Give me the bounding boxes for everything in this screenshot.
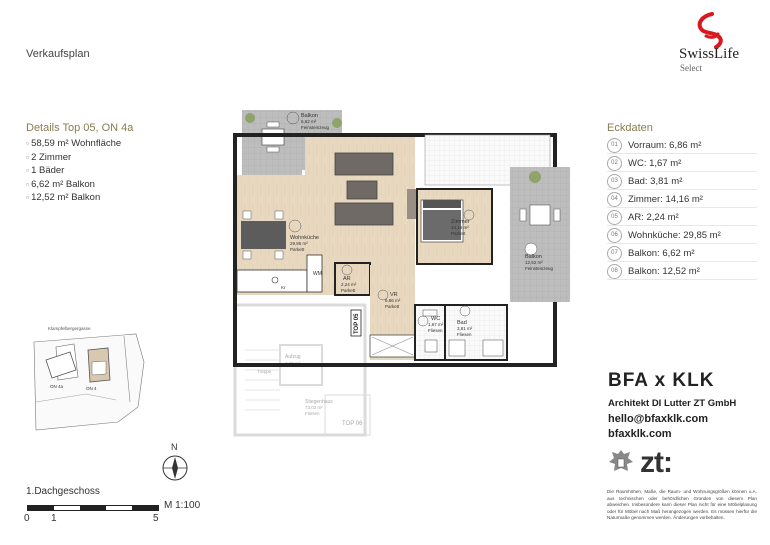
room-07-area: 6,62 m² xyxy=(301,119,317,124)
on-4-label: ON 4 xyxy=(86,386,97,391)
room-number: 08 xyxy=(607,264,622,279)
stairwell-ghost xyxy=(235,305,370,435)
room-06-name: Wohnküche xyxy=(290,235,319,241)
room-number: 01 xyxy=(607,138,622,153)
aufzug-label: Aufzug xyxy=(285,354,301,360)
room-number: 03 xyxy=(607,174,622,189)
company-name: BFA x KLK xyxy=(608,370,715,391)
room-number: 07 xyxy=(607,246,622,261)
eckdaten-heading: Eckdaten xyxy=(607,122,653,134)
eckdaten-row xyxy=(607,264,757,280)
room-03-area: 3,81 m² xyxy=(457,326,473,331)
eckdaten-label: Wohnküche: 29,85 m² xyxy=(628,230,721,241)
stiegenhaus-label: Stiegenhaus xyxy=(305,399,333,405)
floor-plan xyxy=(225,105,600,440)
room-01-name: VR xyxy=(390,292,398,298)
kr-label: Kr xyxy=(281,285,286,290)
eckdaten-label: Balkon: 6,62 m² xyxy=(628,248,695,259)
room-01-area: 6,86 m² xyxy=(385,298,401,303)
scalebar-1: 1 xyxy=(51,513,57,524)
top-06-label: TOP 06 xyxy=(342,421,363,427)
street-label: Klampfelbergergasse xyxy=(48,326,91,331)
eckdaten-row xyxy=(607,138,757,154)
scalebar-5: 5 xyxy=(153,513,159,524)
north-label: N xyxy=(171,442,178,452)
floor-name: 1.Dachgeschoss xyxy=(26,486,100,497)
room-08-name: Balkon xyxy=(525,254,542,260)
top-05-label: TOP 05 xyxy=(354,313,360,334)
room-02-area: 1,67 m² xyxy=(428,322,444,327)
eckdaten-label: Balkon: 12,52 m² xyxy=(628,266,700,277)
room-06-floor: Parkett xyxy=(290,247,305,252)
details-heading: Details Top 05, ON 4a xyxy=(26,122,134,134)
eckdaten-label: Zimmer: 14,16 m² xyxy=(628,194,703,205)
stiegenhaus-area: 73,02 m² xyxy=(305,405,323,410)
room-number: 06 xyxy=(607,228,622,243)
eckdaten-label: Bad: 3,81 m² xyxy=(628,176,683,187)
web-link[interactable]: bfaxklk.com xyxy=(608,428,672,440)
eckdaten-label: AR: 2,24 m² xyxy=(628,212,679,223)
balcony-08 xyxy=(510,167,570,302)
brand-name: SwissLife xyxy=(679,46,739,62)
eckdaten-row xyxy=(607,246,757,262)
room-number: 05 xyxy=(607,210,622,225)
room-08-floor: Feinsteinzeug xyxy=(525,266,554,271)
eckdaten-row xyxy=(607,174,757,190)
details-item: ▫ 1 Bäder xyxy=(26,164,121,178)
stiegenhaus-floor: Fliesen xyxy=(305,411,320,416)
eckdaten-row xyxy=(607,156,757,172)
room-05-name: AR xyxy=(343,276,351,282)
room-02-floor: Fliesen xyxy=(428,328,443,333)
room-number: 04 xyxy=(607,192,622,207)
room-07-name: Balkon xyxy=(301,113,318,119)
eckdaten-label: Vorraum: 6,86 m² xyxy=(628,140,702,151)
room-04-name: Zimmer xyxy=(451,219,470,225)
room-number: 02 xyxy=(607,156,622,171)
room-05-area: 2,24 m² xyxy=(341,282,357,287)
wm-label: WM xyxy=(313,271,322,277)
room-05-floor: Parkett xyxy=(341,288,356,293)
room-04-area: 14,16 m² xyxy=(451,225,469,230)
room-03-name: Bad xyxy=(457,320,467,326)
site-plan xyxy=(26,322,156,437)
details-item: ▫ 58,59 m² Wohnfläche xyxy=(26,137,121,151)
page-title: Verkaufsplan xyxy=(26,48,90,60)
architect-name: Architekt DI Lutter ZT GmbH xyxy=(608,398,737,409)
eckdaten-row xyxy=(607,228,757,244)
coat-of-arms-icon xyxy=(608,448,634,478)
room-02-name: WC xyxy=(431,316,441,322)
aufzug-area: 2,90 m² xyxy=(285,361,301,366)
room-03-floor: Fliesen xyxy=(457,332,472,337)
eckdaten-label: WC: 1,67 m² xyxy=(628,158,682,169)
scale-label: M 1:100 xyxy=(164,500,201,511)
details-list xyxy=(26,137,121,205)
swisslife-swirl-icon xyxy=(672,10,752,50)
room-04-floor: Parkett xyxy=(451,231,466,236)
email-link[interactable]: hello@bfaxklk.com xyxy=(608,413,708,425)
treppe-label: Treppe xyxy=(257,369,272,374)
on-4a-label: ON 4a xyxy=(50,384,64,389)
zt-logo: zt: xyxy=(640,446,672,479)
eckdaten-row xyxy=(607,210,757,226)
eckdaten-row xyxy=(607,192,757,208)
compass-icon xyxy=(161,454,189,482)
details-item: ▫ 6,62 m² Balkon xyxy=(26,178,121,192)
room-06-area: 29,85 m² xyxy=(290,241,308,246)
room-08-area: 12,52 m² xyxy=(525,260,543,265)
room-01-floor: Parkett xyxy=(385,304,400,309)
details-item: ▫ 12,52 m² Balkon xyxy=(26,191,121,205)
room-07-floor: Feinsteinzeug xyxy=(301,125,330,130)
scalebar-0: 0 xyxy=(24,513,30,524)
details-item: ▫ 2 Zimmer xyxy=(26,151,121,165)
brand-sub: Select xyxy=(680,63,702,73)
disclaimer: Die Raumhöhen, Maße, die Raum- und Wohnungsgrößen können u.A. aus technischen oder behördlichen Gründen von diesem Plan abweichen. Insbesondere kann dieser Plan nicht für eine Möbelplanung oder für Möbel nach Maß herangezogen werden. Es müssen hierfür die Naturmaße genommen werden. Änderungen vorbehalten. xyxy=(607,489,757,521)
scale-bar xyxy=(27,505,159,511)
